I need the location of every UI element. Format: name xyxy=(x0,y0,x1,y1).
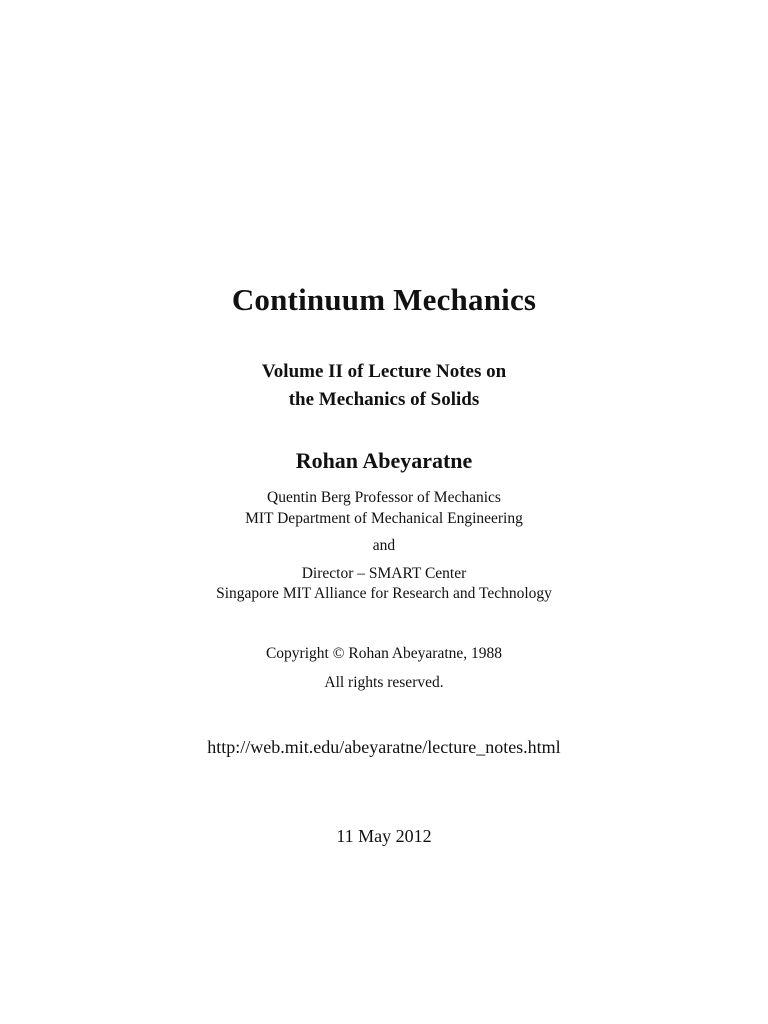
affiliation-director: Director – SMART Center xyxy=(301,565,467,582)
author-name: Rohan Abeyaratne xyxy=(295,448,473,473)
copyright-notice: Copyright © Rohan Abeyaratne, 1988 xyxy=(265,645,503,662)
publication-date: 11 May 2012 xyxy=(336,826,432,846)
affiliation-conjunction: and xyxy=(372,537,396,554)
subtitle-line-2: the Mechanics of Solids xyxy=(288,389,480,410)
affiliation-department: MIT Department of Mechanical Engineering xyxy=(245,510,523,527)
affiliation-professorship: Quentin Berg Professor of Mechanics xyxy=(267,489,501,506)
affiliation-alliance: Singapore MIT Alliance for Research and Technology xyxy=(216,585,552,602)
subtitle-line-1: Volume II of Lecture Notes on xyxy=(261,361,507,382)
rights-notice: All rights reserved. xyxy=(324,674,444,691)
lecture-notes-url: http://web.mit.edu/abeyaratne/lecture_notes.html xyxy=(207,737,561,757)
document-title: Continuum Mechanics xyxy=(231,282,537,317)
